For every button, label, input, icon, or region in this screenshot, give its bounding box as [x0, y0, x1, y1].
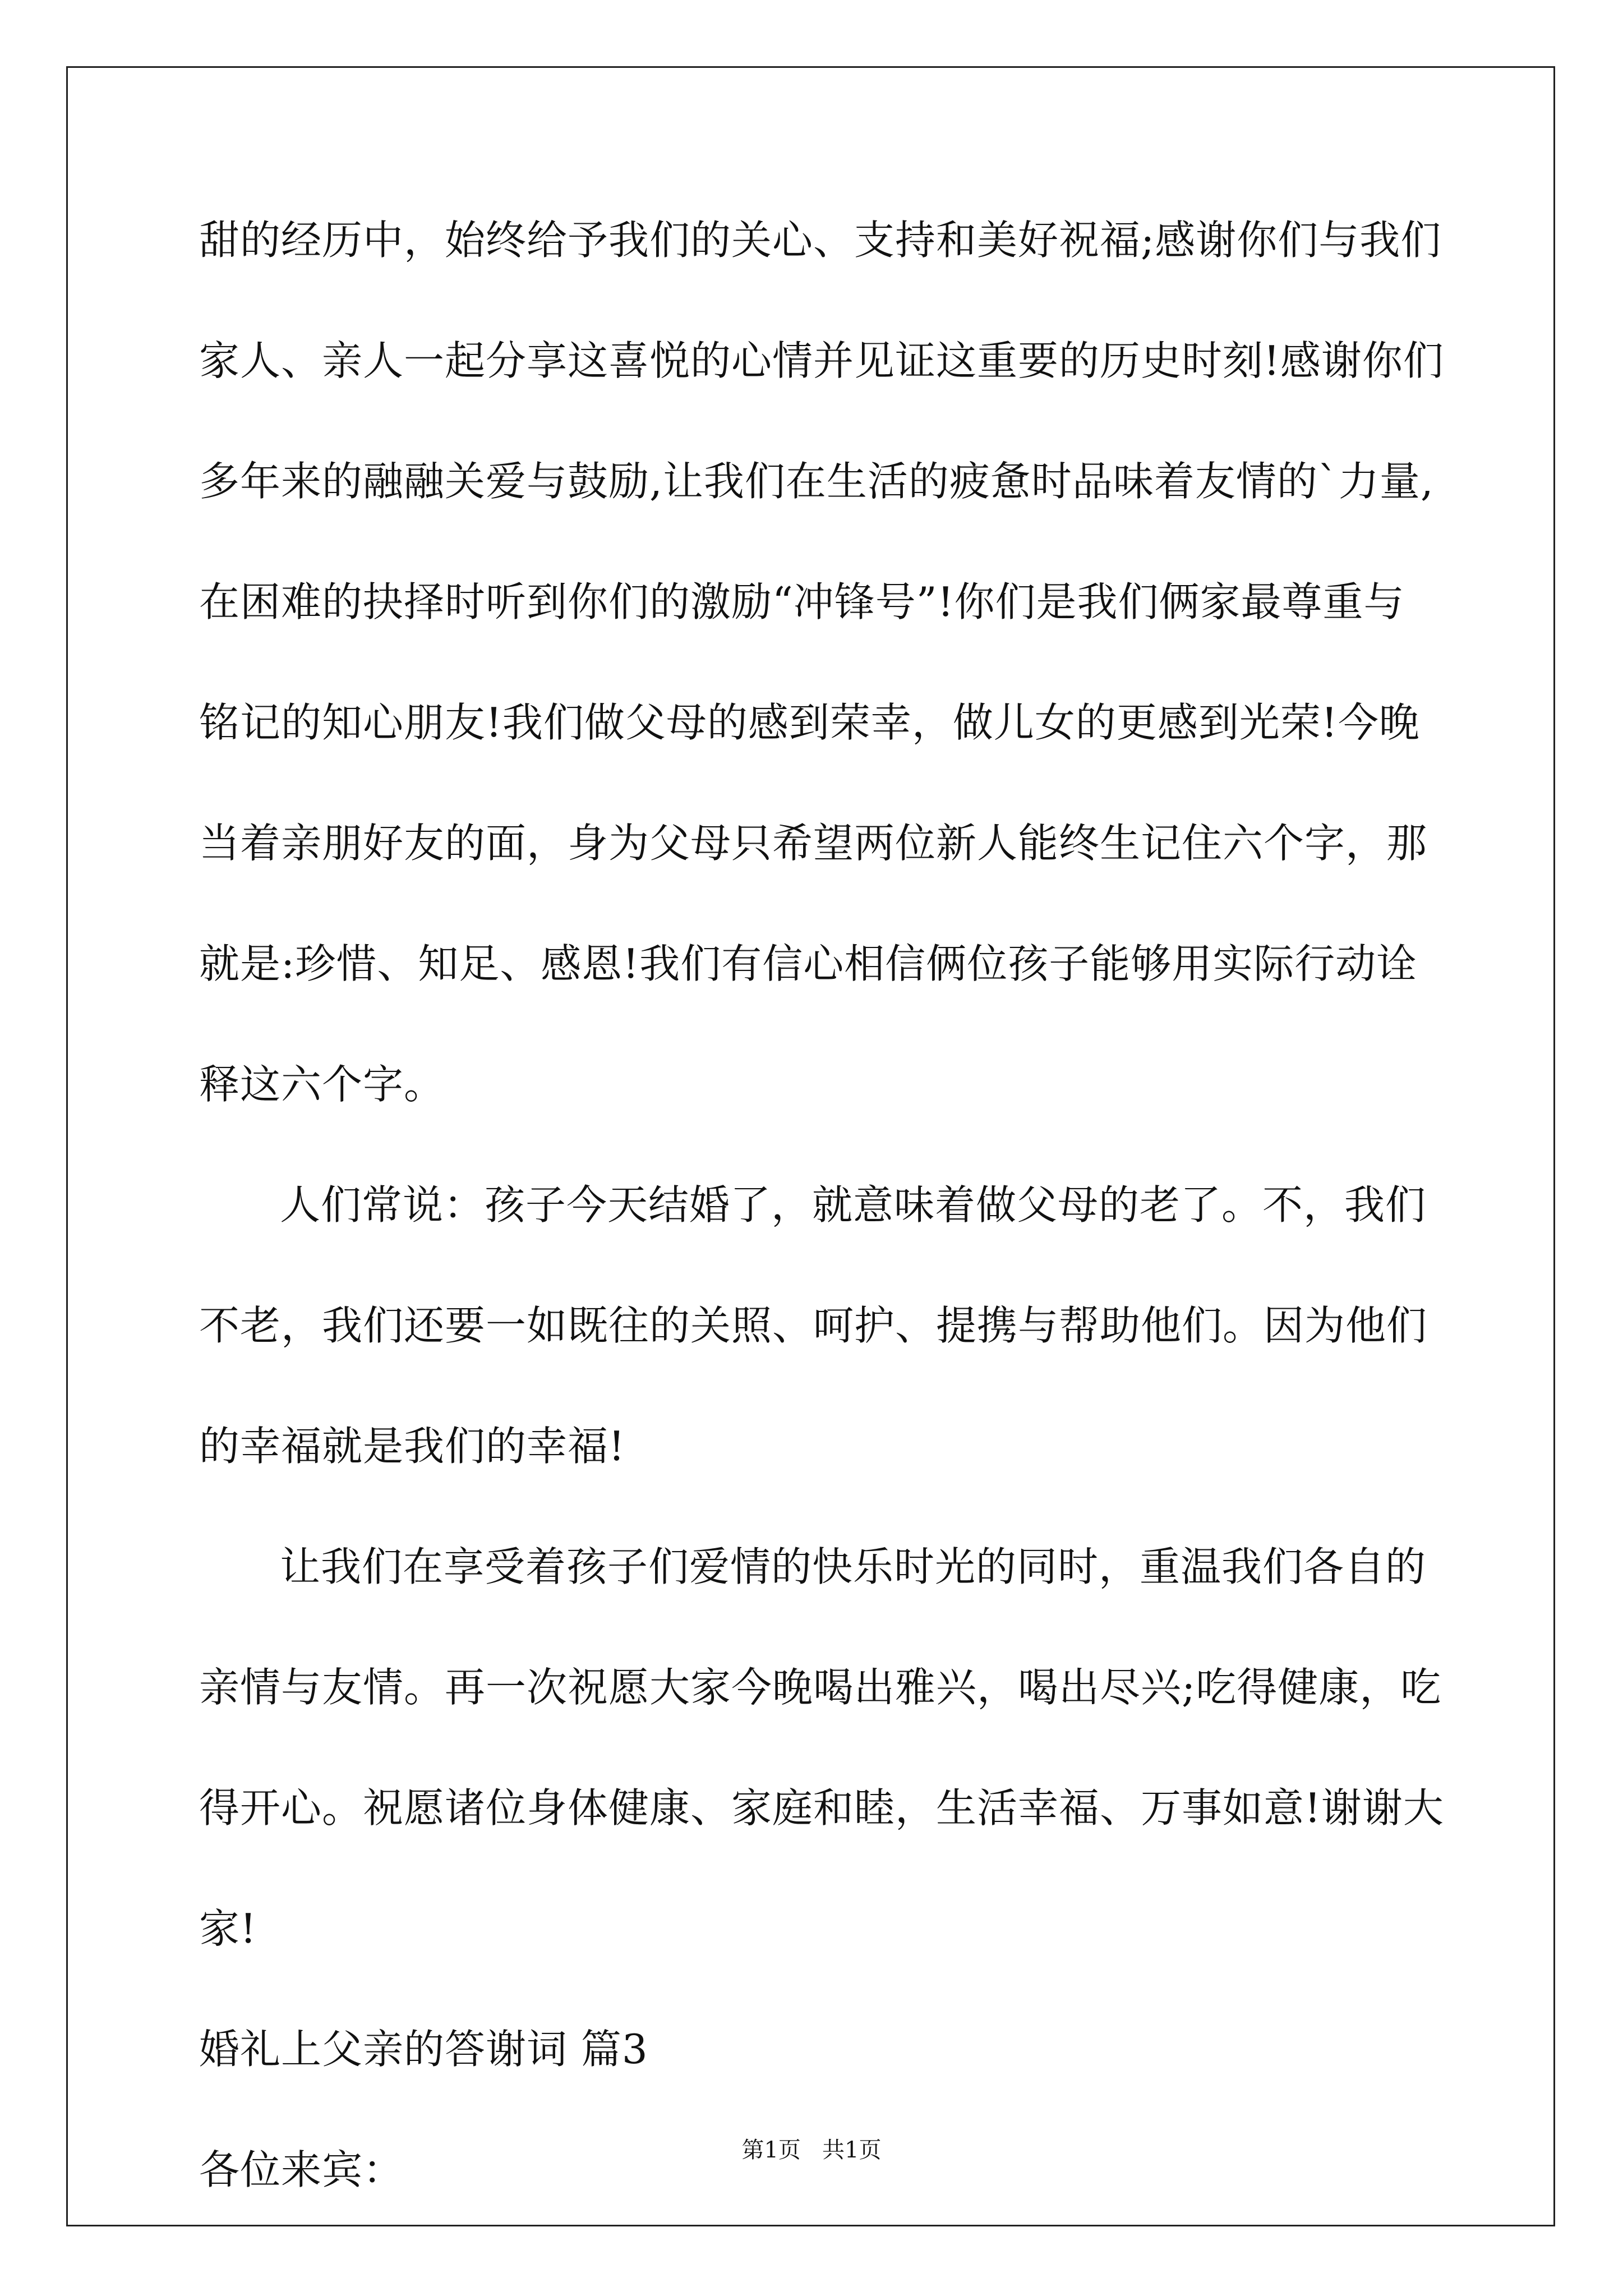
text-line: 多年来的融融关爱与鼓励,让我们在生活的疲惫时品味着友情的`力量, — [199, 458, 1434, 505]
document-body — [199, 201, 1458, 2251]
page-number: 第1页 共1页 — [741, 2137, 882, 2163]
text-line: 得开心。祝愿诸位身体健康、家庭和睦，生活幸福、万事如意!谢谢大 — [199, 1784, 1444, 1832]
text-line: 的幸福就是我们的幸福! — [199, 1423, 625, 1470]
text-line: 人们常说：孩子今天结婚了，就意味着做父母的老了。不，我们 — [280, 1181, 1427, 1228]
text-line: 家人、亲人一起分享这喜悦的心情并见证这重要的历史时刻!感谢你们 — [199, 337, 1444, 384]
text-line: 铭记的知心朋友!我们做父母的感到荣幸，做儿女的更感到光荣!今晚 — [199, 699, 1420, 746]
page-footer — [0, 2136, 1623, 2164]
text-line: 家! — [199, 1905, 257, 1952]
text-line: 就是:珍惜、知足、感恩!我们有信心相信俩位孩子能够用实际行动诠 — [199, 940, 1418, 987]
text-line: 让我们在享受着孩子们爱情的快乐时光的同时，重温我们各自的 — [280, 1543, 1427, 1590]
text-line: 在困难的抉择时听到你们的激励“冲锋号”!你们是我们俩家最尊重与 — [199, 578, 1405, 625]
salutation: 各位来宾： — [199, 2146, 404, 2193]
section-heading: 婚礼上父亲的答谢词 篇3 — [199, 2026, 648, 2073]
text-line: 不老，我们还要一如既往的关照、呵护、提携与帮助他们。因为他们 — [199, 1302, 1428, 1349]
text-line: 释这六个字。 — [199, 1061, 445, 1108]
text-line: 甜的经历中，始终给予我们的关心、支持和美好祝福;感谢你们与我们 — [199, 217, 1442, 264]
text-line: 当着亲朋好友的面，身为父母只希望两位新人能终生记住六个字，那 — [199, 820, 1428, 867]
text-line: 亲情与友情。再一次祝愿大家今晚喝出雅兴，喝出尽兴;吃得健康，吃 — [199, 1664, 1442, 1711]
